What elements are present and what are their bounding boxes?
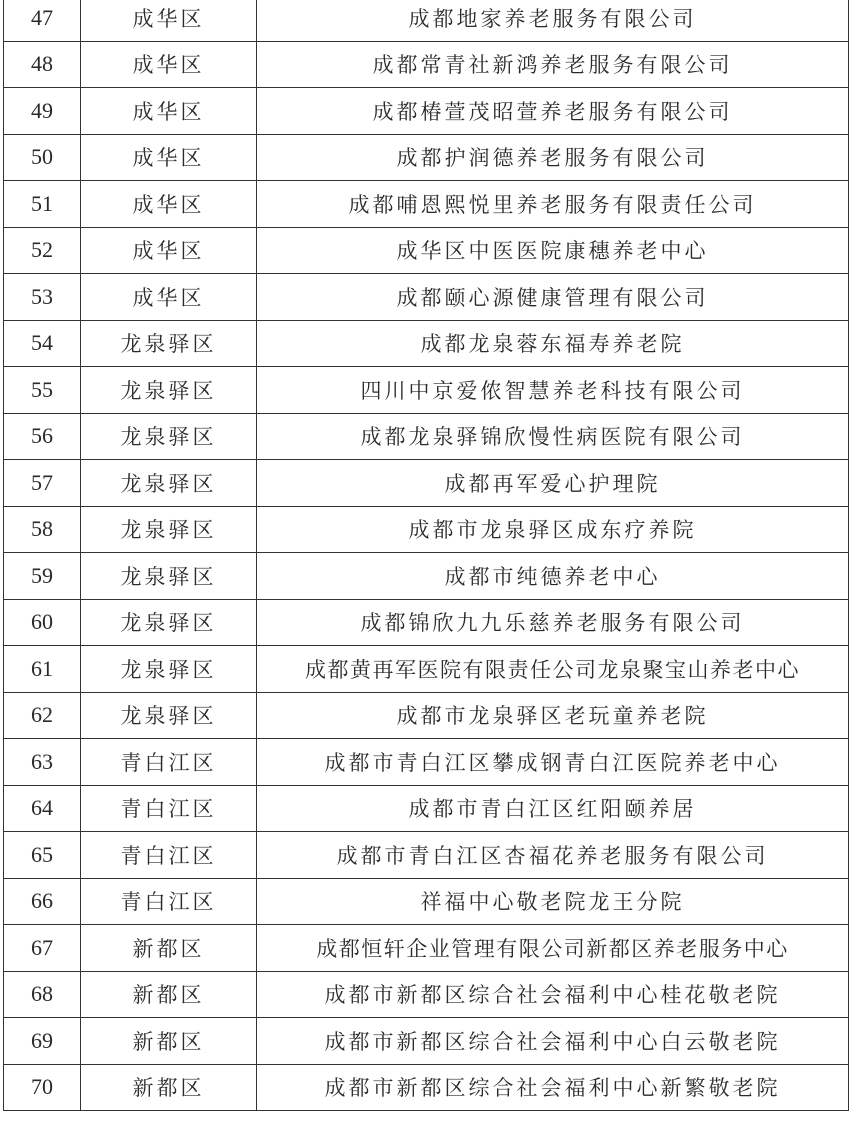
- row-number: 68: [4, 971, 81, 1018]
- organization-cell: 成都龙泉蓉东福寿养老院: [257, 320, 849, 367]
- row-number: 59: [4, 553, 81, 600]
- table-row: [4, 274, 849, 321]
- organization-cell: 成都护润德养老服务有限公司: [257, 134, 849, 181]
- row-number: 65: [4, 832, 81, 879]
- district-cell: 龙泉驿区: [81, 320, 257, 367]
- table-row: [4, 506, 849, 553]
- district-cell: 龙泉驿区: [81, 413, 257, 460]
- district-cell: 龙泉驿区: [81, 553, 257, 600]
- organization-cell: 成都市新都区综合社会福利中心白云敬老院: [257, 1018, 849, 1065]
- row-number: 50: [4, 134, 81, 181]
- row-number: 70: [4, 1064, 81, 1111]
- row-number: 57: [4, 460, 81, 507]
- row-number: 49: [4, 88, 81, 135]
- table-row: [4, 0, 849, 41]
- organization-cell: 成都市龙泉驿区老玩童养老院: [257, 692, 849, 739]
- organization-cell: 成都市新都区综合社会福利中心桂花敬老院: [257, 971, 849, 1018]
- row-number: 63: [4, 739, 81, 786]
- organization-cell: 成都市青白江区红阳颐养居: [257, 785, 849, 832]
- district-cell: 青白江区: [81, 739, 257, 786]
- organization-cell: 成华区中医医院康穗养老中心: [257, 227, 849, 274]
- district-cell: 青白江区: [81, 832, 257, 879]
- row-number: 52: [4, 227, 81, 274]
- row-number: 55: [4, 367, 81, 414]
- organization-cell: 成都锦欣九九乐慈养老服务有限公司: [257, 599, 849, 646]
- organization-cell: 成都市青白江区杏福花养老服务有限公司: [257, 832, 849, 879]
- table-row: [4, 227, 849, 274]
- organization-cell: 成都市纯德养老中心: [257, 553, 849, 600]
- organization-cell: 成都椿萱茂昭萱养老服务有限公司: [257, 88, 849, 135]
- table-row: [4, 181, 849, 228]
- district-cell: 龙泉驿区: [81, 460, 257, 507]
- organization-cell: 成都地家养老服务有限公司: [257, 0, 849, 41]
- table-row: [4, 599, 849, 646]
- row-number: 58: [4, 506, 81, 553]
- organization-cell: 成都颐心源健康管理有限公司: [257, 274, 849, 321]
- table-row: [4, 646, 849, 693]
- row-number: 56: [4, 413, 81, 460]
- row-number: 69: [4, 1018, 81, 1065]
- district-cell: 龙泉驿区: [81, 599, 257, 646]
- table-row: [4, 320, 849, 367]
- district-cell: 成华区: [81, 0, 257, 41]
- district-cell: 青白江区: [81, 785, 257, 832]
- district-cell: 成华区: [81, 274, 257, 321]
- table-row: [4, 925, 849, 972]
- organization-cell: 成都常青社新鸿养老服务有限公司: [257, 41, 849, 88]
- organization-cell: 四川中京爱侬智慧养老科技有限公司: [257, 367, 849, 414]
- district-cell: 成华区: [81, 88, 257, 135]
- table-body: [4, 0, 849, 1111]
- row-number: 53: [4, 274, 81, 321]
- row-number: 67: [4, 925, 81, 972]
- row-number: 66: [4, 878, 81, 925]
- table-row: [4, 1064, 849, 1111]
- row-number: 61: [4, 646, 81, 693]
- row-number: 47: [4, 0, 81, 41]
- row-number: 60: [4, 599, 81, 646]
- table-row: [4, 367, 849, 414]
- row-number: 62: [4, 692, 81, 739]
- district-cell: 成华区: [81, 181, 257, 228]
- district-cell: 成华区: [81, 134, 257, 181]
- organization-cell: 成都龙泉驿锦欣慢性病医院有限公司: [257, 413, 849, 460]
- district-cell: 新都区: [81, 1018, 257, 1065]
- elderly-care-institutions-table: [3, 0, 849, 1111]
- organization-cell: 成都哺恩熙悦里养老服务有限责任公司: [257, 181, 849, 228]
- table-row: [4, 88, 849, 135]
- organization-cell: 成都市龙泉驿区成东疗养院: [257, 506, 849, 553]
- district-cell: 龙泉驿区: [81, 692, 257, 739]
- table-row: [4, 878, 849, 925]
- district-cell: 成华区: [81, 227, 257, 274]
- table-row: [4, 1018, 849, 1065]
- table-row: [4, 413, 849, 460]
- table-row: [4, 971, 849, 1018]
- row-number: 51: [4, 181, 81, 228]
- district-cell: 新都区: [81, 971, 257, 1018]
- table-row: [4, 134, 849, 181]
- district-cell: 龙泉驿区: [81, 646, 257, 693]
- row-number: 48: [4, 41, 81, 88]
- table-row: [4, 41, 849, 88]
- table-row: [4, 553, 849, 600]
- table-row: [4, 739, 849, 786]
- district-cell: 新都区: [81, 1064, 257, 1111]
- row-number: 64: [4, 785, 81, 832]
- district-cell: 龙泉驿区: [81, 506, 257, 553]
- district-cell: 龙泉驿区: [81, 367, 257, 414]
- row-number: 54: [4, 320, 81, 367]
- table-row: [4, 785, 849, 832]
- district-cell: 青白江区: [81, 878, 257, 925]
- organization-cell: 成都市新都区综合社会福利中心新繁敬老院: [257, 1064, 849, 1111]
- organization-cell: 成都市青白江区攀成钢青白江医院养老中心: [257, 739, 849, 786]
- organization-cell: 成都再军爱心护理院: [257, 460, 849, 507]
- organization-cell: 成都恒轩企业管理有限公司新都区养老服务中心: [257, 925, 849, 972]
- district-cell: 新都区: [81, 925, 257, 972]
- table-row: [4, 460, 849, 507]
- table-row: [4, 692, 849, 739]
- document-table-container: [3, 0, 849, 1111]
- table-row: [4, 832, 849, 879]
- organization-cell: 祥福中心敬老院龙王分院: [257, 878, 849, 925]
- organization-cell: 成都黄再军医院有限责任公司龙泉聚宝山养老中心: [257, 646, 849, 693]
- district-cell: 成华区: [81, 41, 257, 88]
